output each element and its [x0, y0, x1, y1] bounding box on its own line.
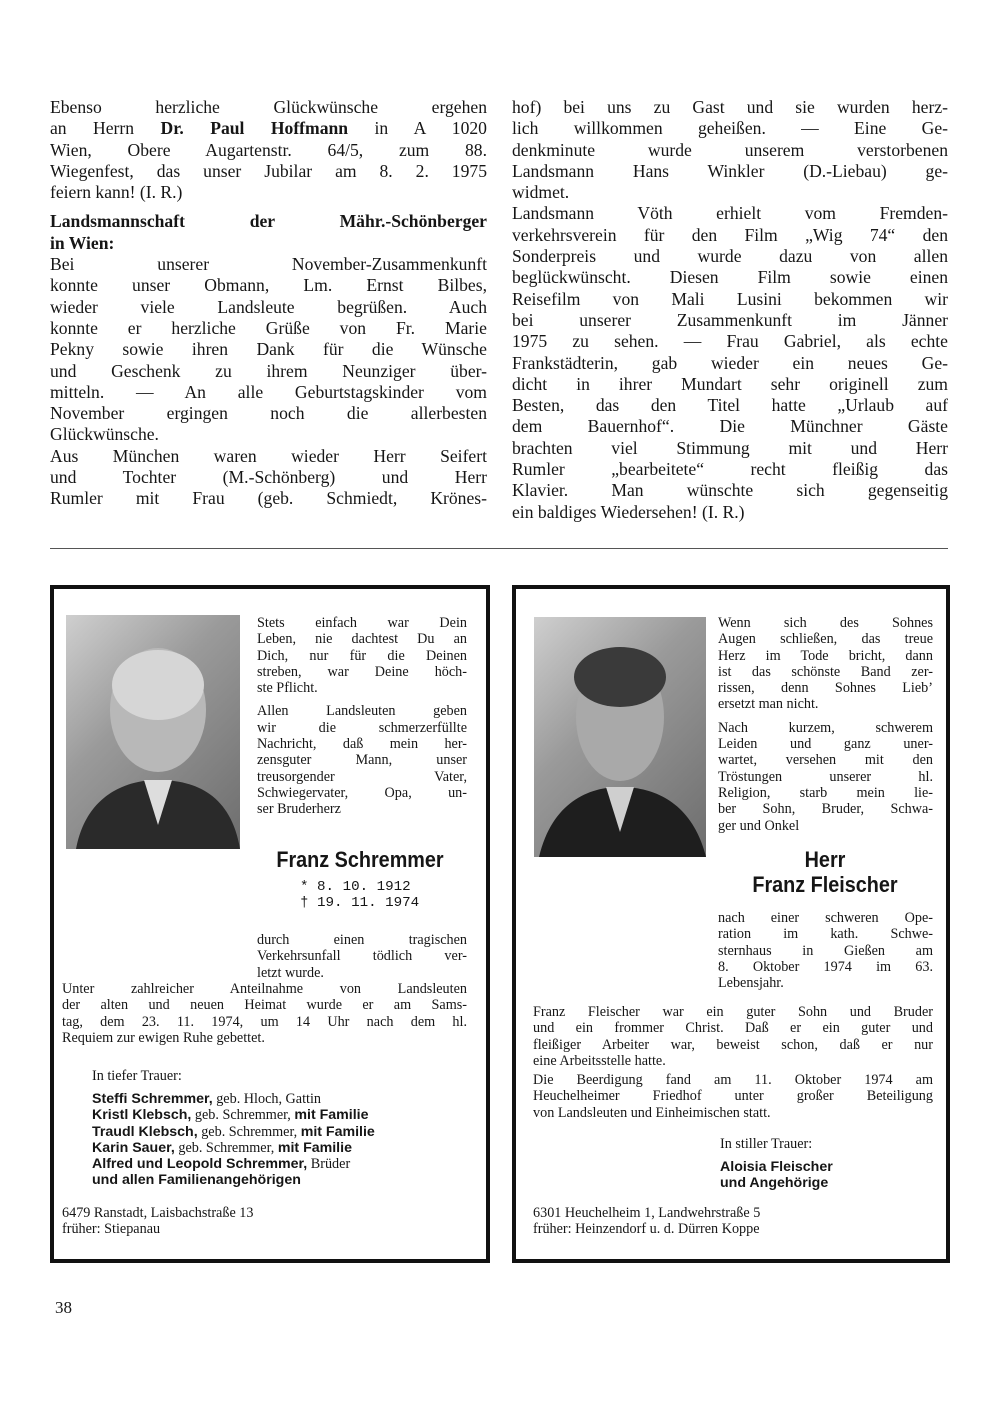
text-line: letzt wurde.: [257, 964, 324, 981]
text-line: ber Sohn, Bruder, Schwa-: [718, 801, 933, 818]
text-line: denkminute wurde unserem verstorbenen: [512, 139, 948, 160]
text-line: Unter zahlreicher Anteilnahme von Landsleuten: [62, 981, 467, 997]
text-line: Sonderpreis und wurde dazu von allen: [512, 246, 948, 267]
text-line: tag, dem 23. 11. 1974, um 14 Uhr nach dem hl.: [62, 1013, 467, 1030]
death-date: † 19. 11. 1974: [300, 895, 420, 912]
bold-text: und allen Familienangehörigen: [92, 1172, 301, 1189]
left-column: [50, 97, 487, 510]
address: [62, 1205, 253, 1238]
text-line: Frankstädterin, gab wieder ein neues Ge-: [512, 352, 948, 373]
funeral-text: [533, 1072, 933, 1121]
text-segment: an Herrn: [50, 118, 161, 139]
text-line: ger und Onkel: [718, 817, 800, 834]
text-line: Landsmann Vöth erhielt vom Fremden-: [512, 203, 948, 224]
cause-of-death: [257, 932, 467, 981]
text-line: [92, 1156, 462, 1172]
text-segment: in A 1020: [348, 118, 487, 139]
text-line: Landsmann Hans Winkler (D.-Liebau) ge-: [512, 160, 948, 181]
text-line: Landsmannschaft der Mähr.-Schönberger: [50, 211, 487, 232]
text-line: von Landsleuten und Einheimischen statt.: [533, 1104, 771, 1121]
text-line: Heuchelheimer Friedhof unter großer Beteiligung: [533, 1088, 933, 1105]
text-line: ration im kath. Schwe-: [718, 926, 933, 943]
text-line: hof) bei uns zu Gast und sie wurden herz-: [512, 97, 948, 117]
text-line: streben, war Deine höch-: [257, 663, 467, 680]
paragraph-meeting: [50, 254, 487, 446]
text-line: [92, 1091, 462, 1107]
text-line: Leiden und ganz uner-: [718, 736, 933, 753]
text-line: 6479 Ranstadt, Laisbachstraße 13: [62, 1205, 254, 1221]
bold-text: mit Familie: [294, 1107, 369, 1124]
text-segment: geb. Schremmer,: [197, 1123, 301, 1140]
text-line: beglückwünscht. Diesen Film sowie einen: [512, 267, 948, 288]
text-line: Aloisia Fleischer: [720, 1159, 833, 1175]
text-line: lich willkommen geheißen. — Eine Ge-: [512, 118, 948, 139]
text-line: [92, 1172, 462, 1188]
text-line: Wenn sich des Sohnes: [718, 615, 933, 631]
text-line: Wien, Obere Augartenstr. 64/5, zum 88.: [50, 139, 487, 160]
page-number: 38: [55, 1298, 72, 1317]
portrait-photo-schremmer: [66, 615, 240, 849]
text-line: Die Beerdigung fand am 11. Oktober 1974 am: [533, 1072, 933, 1089]
portrait-photo-fleischer: [534, 617, 706, 857]
text-line: wir die schmerzerfüllte: [257, 719, 467, 736]
text-line: ser Bruderherz: [257, 801, 341, 818]
text-line: 8. Oktober 1974 im 63.: [718, 958, 933, 975]
text-segment: geb. Schremmer,: [191, 1107, 295, 1124]
text-line: Herz im Tode bricht, dann: [718, 647, 933, 664]
text-line: Schwiegervater, Opa, un-: [257, 784, 467, 801]
text-line: 6301 Heuchelheim 1, Landwehrstraße 5: [533, 1205, 761, 1221]
text-line: und Angehörige: [720, 1175, 829, 1192]
text-line: Wiegenfest, das unser Jubilar am 8. 2. 1975: [50, 160, 487, 181]
bold-text: Kristl Klebsch,: [92, 1107, 192, 1124]
announcement: [718, 720, 933, 834]
mourning-label: In stiller Trauer:: [720, 1136, 813, 1152]
text-line: und Tochter (M.-Schönberg) und Herr: [50, 467, 487, 488]
announcement: [257, 703, 467, 817]
paragraph-film: [512, 203, 948, 522]
text-line: [50, 118, 487, 139]
text-line: bei unserer Zusammenkunft im Jänner: [512, 309, 948, 330]
right-column: [512, 97, 948, 523]
text-line: der alten und neuen Heimat wurde er am Sams-: [62, 997, 467, 1014]
paragraph-munich: [50, 446, 487, 510]
birth-date: * 8. 10. 1912: [300, 879, 411, 895]
text-line: Dich, nur für die Deinen: [257, 647, 467, 664]
text-line: ste Pflicht.: [257, 680, 318, 697]
text-line: Bei unserer November-Zusammenkunft: [50, 254, 487, 275]
text-line: in Wien:: [50, 232, 115, 253]
bold-text: Steffi Schremmer,: [92, 1091, 213, 1107]
bold-text: Karin Sauer,: [92, 1139, 175, 1156]
text-segment: geb. Schremmer,: [174, 1139, 278, 1156]
text-line: Leben, nie dachtest Du an: [257, 631, 467, 648]
text-line: Ebenso herzliche Glückwünsche ergehen: [50, 97, 487, 117]
text-line: Augen schließen, das treue: [718, 631, 933, 648]
bold-text: mit Familie: [300, 1123, 375, 1140]
text-segment: geb. Hloch, Gattin: [212, 1091, 322, 1107]
text-line: konnte er herzliche Grüße von Fr. Marie: [50, 317, 487, 338]
text-line: Tröstungen unserer hl.: [718, 768, 933, 785]
obituary-left-text: [257, 615, 467, 818]
text-line: nach einer schweren Ope-: [718, 910, 933, 926]
mourning-label: In tiefer Trauer:: [92, 1068, 182, 1084]
text-line: Rumler mit Frau (geb. Schmiedt, Krönes-: [50, 488, 487, 509]
text-line: Aus München waren wieder Herr Seifert: [50, 445, 487, 466]
text-line: Nach kurzem, schwerem: [718, 719, 933, 736]
text-line: zensguter Mann, unser: [257, 752, 467, 769]
text-line: Besten, das den Titel hatte „Urlaub auf: [512, 395, 948, 416]
mourners-list: [720, 1159, 833, 1192]
text-line: [92, 1107, 462, 1123]
text-line: ein baldiges Wiedersehen! (I. R.): [512, 501, 745, 522]
text-line: Requiem zur ewigen Ruhe gebettet.: [62, 1029, 265, 1046]
text-line: konnte unser Obmann, Lm. Ernst Bilbes,: [50, 275, 487, 296]
text-line: Nachricht, daß mein her-: [257, 736, 467, 753]
paragraph-jubilee: [50, 97, 487, 203]
address: [533, 1205, 760, 1238]
text-line: brachten viel Stimmung mit und Herr: [512, 437, 948, 458]
obituary-right-body: [533, 1004, 933, 1121]
text-line: [92, 1124, 462, 1140]
text-line: treusorgender Vater,: [257, 768, 467, 785]
obituary-right-text: [718, 615, 933, 834]
deceased-title: Herr: [804, 847, 846, 872]
text-line: November ergingen noch die allerbesten: [50, 403, 487, 424]
character-text: [533, 1004, 933, 1069]
text-line: Verkehrsunfall tödlich ver-: [257, 948, 467, 965]
text-line: Rumler „bearbeitete“ recht fleißig das: [512, 459, 948, 480]
text-line: und Geschenk zu ihrem Neunziger über-: [50, 360, 487, 381]
mourners-list: [92, 1091, 462, 1189]
text-line: fleißiger Arbeiter war, beweist schon, daß er nur: [533, 1036, 933, 1053]
text-line: dem Bauernhof“. Die Münchner Gäste: [512, 416, 948, 437]
text-line: mitteln. — An alle Geburtstagskinder vom: [50, 381, 487, 402]
funeral-text: [62, 981, 467, 1046]
text-line: rissen, denn Sohnes Lieb’: [718, 680, 933, 697]
text-line: ist das schönste Band zer-: [718, 663, 933, 680]
text-line: wieder viele Landsleute begrüßen. Auch: [50, 296, 487, 317]
life-dates: [300, 879, 419, 912]
text-line: Klavier. Man wünschte sich gegenseitig: [512, 480, 948, 501]
text-line: widmet.: [512, 182, 570, 203]
text-line: Allen Landsleuten geben: [257, 703, 467, 720]
paragraph-guests: [512, 97, 948, 203]
text-line: früher: Stiepanau: [62, 1221, 161, 1238]
text-line: feiern kann! (I. R.): [50, 182, 183, 203]
verse: [257, 615, 467, 696]
text-line: früher: Heinzendorf u. d. Dürren Koppe: [533, 1221, 760, 1238]
text-line: ersetzt man nicht.: [718, 696, 819, 713]
text-line: 1975 zu sehen. — Frau Gabriel, als echte: [512, 331, 948, 352]
text-line: sternhaus in Gießen am: [718, 942, 933, 959]
text-line: Stets einfach war Dein: [257, 615, 467, 631]
bold-text: Traudl Klebsch,: [92, 1123, 198, 1140]
text-line: durch einen tragischen: [257, 932, 467, 948]
text-line: Lebensjahr.: [718, 975, 784, 992]
text-line: Pekny sowie ihren Dank für die Wünsche: [50, 339, 487, 360]
deceased-name: Franz Fleischer: [752, 872, 898, 897]
text-line: Reisefilm von Mali Lusini bekommen wir: [512, 288, 948, 309]
text-segment: Brüder: [307, 1156, 351, 1173]
cause-of-death: [718, 910, 933, 991]
divider-rule: [50, 548, 948, 549]
text-line: eine Arbeitsstelle hatte.: [533, 1052, 666, 1069]
bold-text: Dr. Paul Hoffmann: [160, 118, 349, 139]
text-line: und ein frommer Christ. Daß er ein guter und: [533, 1020, 933, 1037]
text-line: Franz Fleischer war ein guter Sohn und Bruder: [533, 1004, 933, 1020]
bold-text: Alfred und Leopold Schremmer,: [92, 1156, 308, 1173]
text-line: [92, 1140, 462, 1156]
verse: [718, 615, 933, 713]
text-line: verkehrsverein für den Film „Wig 74“ den: [512, 224, 948, 245]
text-line: wartet, versehen mit den: [718, 752, 933, 769]
bold-text: mit Familie: [277, 1139, 352, 1156]
text-line: dicht in ihrer Mundart sehr originell zum: [512, 373, 948, 394]
section-heading: [50, 211, 487, 254]
deceased-name: Franz Schremmer: [276, 847, 444, 872]
text-line: Religion, starb mein lie-: [718, 784, 933, 801]
text-line: Glückwünsche.: [50, 424, 159, 445]
